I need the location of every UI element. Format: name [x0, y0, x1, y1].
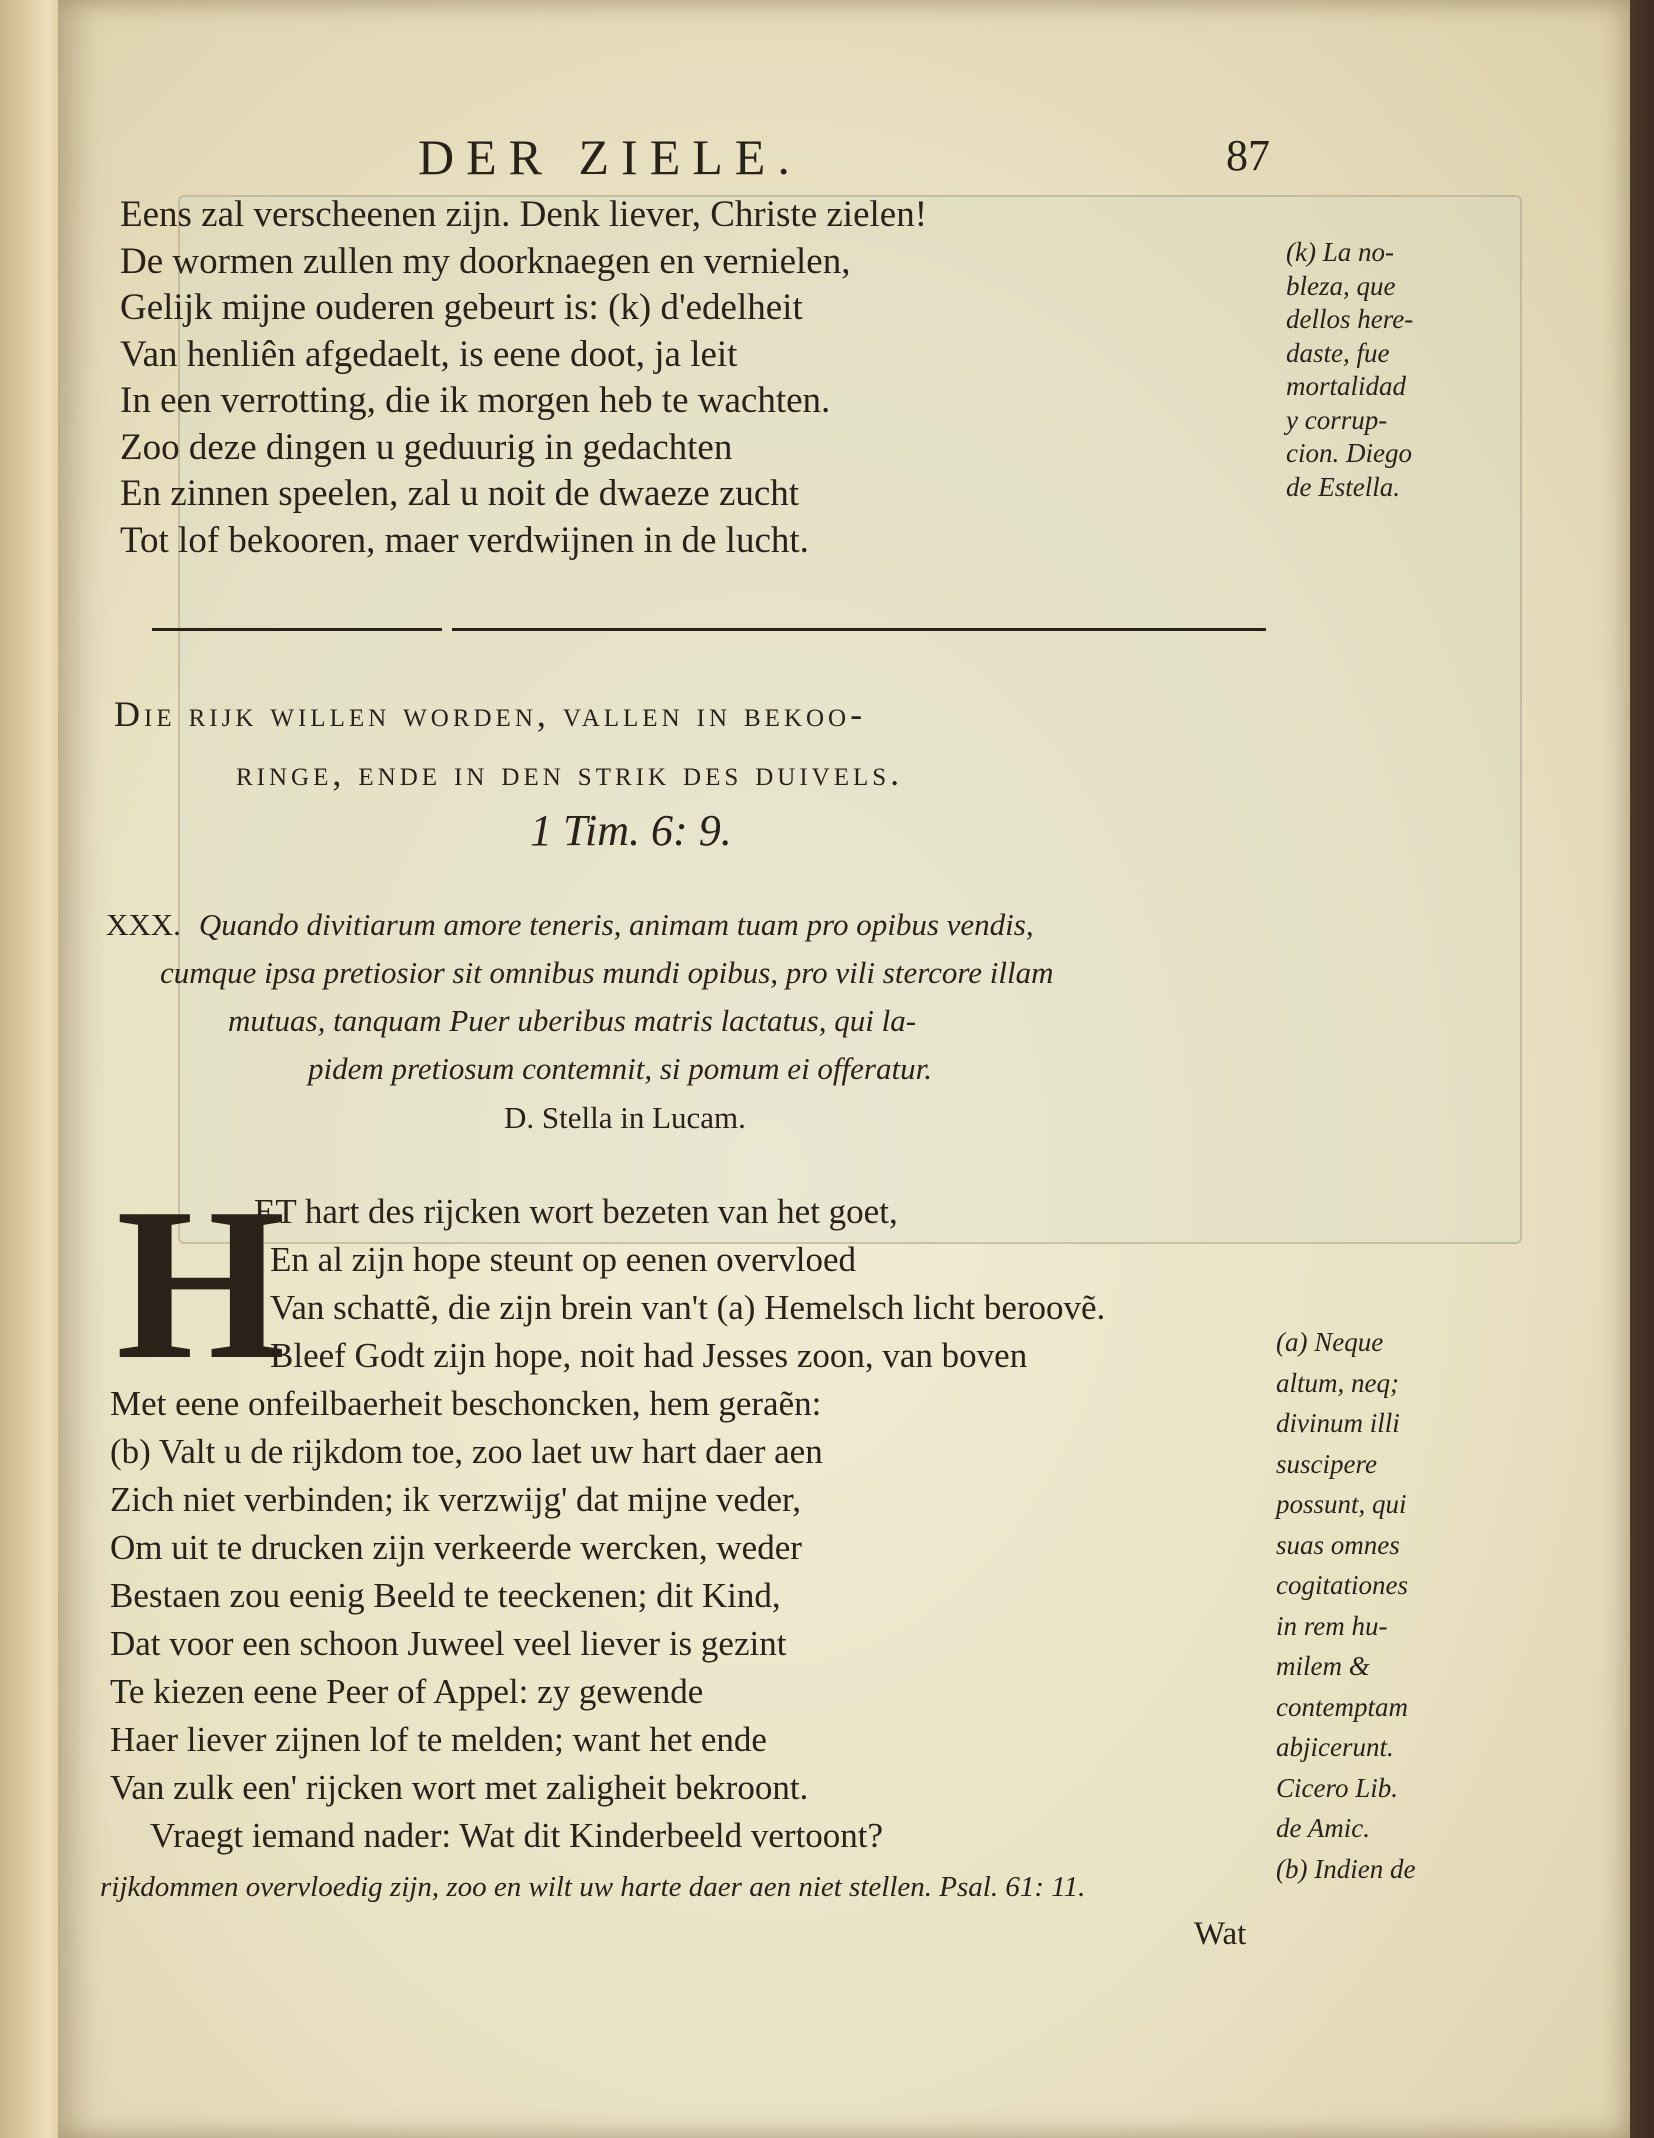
verse-line: Vraegt iemand nader: Wat dit Kinderbeeld vertoont? — [150, 1816, 884, 1855]
verse-line: In een verrotting, die ik morgen heb te wachten. — [120, 380, 831, 421]
latin-quote-line-4: pidem pretiosum contemnit, si pomum ei offeratur. — [308, 1051, 932, 1086]
running-head: DER ZIELE. — [418, 129, 802, 185]
verse-line: Zich niet verbinden; ik verzwijg' dat mijne veder, — [110, 1480, 802, 1519]
verse-line: Haer liever zijnen lof te melden; want het ende — [110, 1720, 767, 1759]
marginal-line: abjicerunt. — [1276, 1732, 1394, 1762]
marginal-line: suas omnes — [1276, 1529, 1400, 1560]
verse-line: Om uit te drucken zijn verkeerde wercken, weder — [110, 1528, 802, 1567]
marginal-line: Cicero Lib. — [1276, 1772, 1399, 1803]
marginal-note-a-b — [1276, 1322, 1415, 1889]
marginal-line: milem & — [1276, 1651, 1370, 1681]
drop-cap-initial: H — [116, 1164, 286, 1405]
marginal-line: y corrup- — [1286, 404, 1388, 435]
verse-line: Te kiezen eene Peer of Appel: zy gewende — [110, 1672, 704, 1711]
verse-line: Dat voor een schoon Juweel veel liever is gezint — [110, 1624, 787, 1663]
marginal-line: suscipere — [1276, 1448, 1377, 1479]
verse-line: Bestaen zou eenig Beeld te teeckenen; dit Kind, — [110, 1576, 781, 1615]
marginal-line: altum, neq; — [1276, 1367, 1399, 1398]
verse-line: (b) Valt u de rijkdom toe, zoo laet uw hart daer aen — [110, 1432, 823, 1471]
marginal-note-k — [1286, 236, 1413, 504]
marginal-line: cion. Diego — [1286, 438, 1412, 468]
footnote: rijkdommen overvloedig zijn, zoo en wilt uw harte daer aen niet stellen. Psal. 61: 11. — [100, 1871, 1086, 1903]
emblem-number: XXX. — [106, 907, 181, 942]
marginal-line: mortalidad — [1286, 371, 1407, 401]
verse-line: En zinnen speelen, zal u noit de dwaeze zucht — [120, 473, 800, 514]
marginal-line: contemptam — [1276, 1691, 1408, 1722]
marginal-line: in rem hu- — [1276, 1610, 1388, 1641]
page-number: 87 — [1226, 131, 1270, 180]
verse-line: Zoo deze dingen u geduurig in gedachten — [120, 426, 733, 468]
verse-line: Met eene onfeilbaerheit beschoncken, hem geraẽn: — [110, 1384, 822, 1423]
marginal-line: (k) La no- — [1286, 237, 1394, 267]
marginal-line: possunt, qui — [1276, 1489, 1407, 1519]
section-heading-line-1: Die rijk willen worden, vallen in bekoo- — [114, 694, 867, 734]
verse-line: En al zijn hope steunt op eenen overvloed — [270, 1240, 857, 1279]
marginal-line: (b) Indien de — [1276, 1853, 1416, 1884]
verse-line: ET hart des rijcken wort bezeten van het goet, — [254, 1192, 898, 1231]
latin-quote-line-3: mutuas, tanquam Puer uberibus matris lactatus, qui la- — [228, 1003, 917, 1038]
scripture-citation: 1 Tim. 6: 9. — [530, 806, 732, 855]
marginal-line: de Estella. — [1286, 471, 1400, 502]
marginal-line: cogitationes — [1276, 1570, 1408, 1600]
section-rule-left — [152, 628, 442, 631]
marginal-line: dellos here- — [1286, 304, 1414, 334]
marginal-line: (a) Neque — [1276, 1327, 1384, 1357]
latin-quote-line-2: cumque ipsa pretiosior sit omnibus mundi opibus, pro vili stercore illam — [160, 955, 1054, 990]
verse-line: Van henliên afgedaelt, is eene doot, ja leit — [120, 333, 738, 375]
marginal-line: bleza, que — [1286, 270, 1396, 301]
verse-line: De wormen zullen my doorknaegen en vernielen, — [120, 240, 851, 282]
section-heading-line-2: ringe, ende in den strik des duivels. — [236, 753, 904, 793]
verse-line: Van schattẽ, die zijn brein van't (a) Hemelsch licht beroovẽ. — [270, 1288, 1106, 1327]
marginal-line: de Amic. — [1276, 1813, 1370, 1843]
marginal-line: divinum illi — [1276, 1408, 1400, 1438]
latin-quote-line-1: XXX. Quando divitiarum amore teneris, animam tuam pro opibus vendis, — [106, 907, 1034, 942]
latin-quote-source: D. Stella in Lucam. — [504, 1100, 746, 1135]
verse-line: Bleef Godt zijn hope, noit had Jesses zoon, van boven — [270, 1336, 1028, 1375]
verse-line: Tot lof bekooren, maer verdwijnen in de lucht. — [120, 519, 809, 561]
catchword: Wat — [1194, 1916, 1247, 1952]
verse-line: Eens zal verscheenen zijn. Denk liever, Christe zielen! — [120, 194, 928, 235]
marginal-line: daste, fue — [1286, 337, 1390, 368]
verse-line: Gelijk mijne ouderen gebeurt is: (k) d'edelheit — [120, 287, 803, 328]
section-rule-right — [452, 628, 1266, 631]
poem-stanza-1 — [120, 192, 927, 564]
verse-line: Van zulk een' rijcken wort met zaligheit bekroont. — [110, 1768, 809, 1807]
